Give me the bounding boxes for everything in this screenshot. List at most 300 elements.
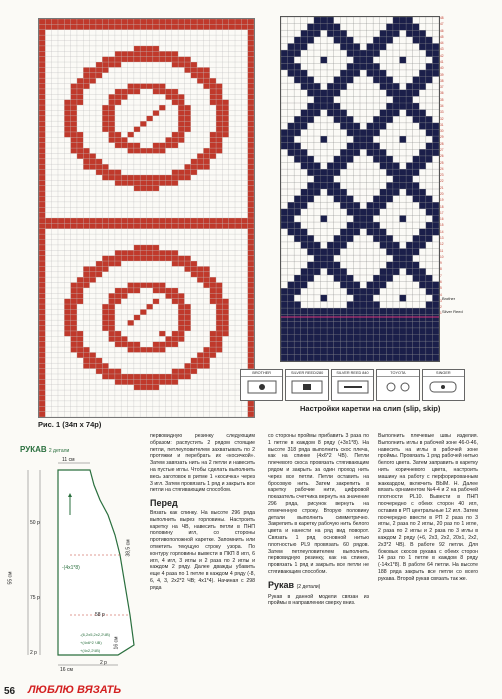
chart-cell [216, 148, 222, 153]
chart-cell [347, 156, 354, 163]
chart-cell [83, 67, 89, 72]
chart-cell [406, 354, 413, 361]
chart-cell [39, 100, 45, 105]
chart-cell [294, 77, 301, 84]
machine-silver-reed-280 [285, 369, 328, 401]
chart-cell [386, 156, 393, 163]
chart-cell [294, 328, 301, 335]
row-number: 23 [440, 173, 444, 178]
chart-cell [406, 328, 413, 335]
chart-cell [340, 282, 347, 289]
chart-cell [419, 189, 426, 196]
chart-cell [216, 116, 222, 121]
chart-cell [294, 209, 301, 216]
chart-cell [347, 70, 354, 77]
chart-cell [109, 170, 115, 175]
chart-cell [39, 78, 45, 83]
chart-cell [334, 189, 341, 196]
chart-cell [413, 321, 420, 328]
chart-cell [159, 24, 165, 29]
chart-cell [203, 266, 209, 271]
chart-cell [288, 295, 295, 302]
chart-cell [128, 19, 134, 24]
row-number: 14 [440, 229, 444, 234]
chart-cell [153, 223, 159, 228]
chart-cell [172, 175, 178, 180]
chart-cell [134, 256, 140, 261]
chart-cell [83, 148, 89, 153]
chart-cell [426, 275, 433, 282]
chart-cell [327, 30, 334, 37]
chart-cell [393, 176, 400, 183]
chart-cell [165, 94, 171, 99]
chart-cell [347, 129, 354, 136]
chart-cell [147, 57, 153, 62]
chart-cell [248, 186, 254, 191]
chart-cell [353, 50, 360, 57]
chart-cell [197, 19, 203, 24]
row-number: 41 [440, 59, 444, 64]
chart-cell [197, 223, 203, 228]
chart-cell [419, 37, 426, 44]
chart-cell [77, 352, 83, 357]
chart-cell [419, 70, 426, 77]
chart-cell [386, 354, 393, 361]
chart-cell [210, 336, 216, 341]
chart-cell [115, 293, 121, 298]
chart-cell [147, 175, 153, 180]
chart-cell [413, 116, 420, 123]
chart-cell [413, 196, 420, 203]
chart-cell [426, 149, 433, 156]
chart-cell [39, 105, 45, 110]
chart-cell [347, 328, 354, 335]
chart-cell [153, 342, 159, 347]
chart-cell [413, 182, 420, 189]
chart-cell [380, 163, 387, 170]
chart-cell [159, 89, 165, 94]
chart-cell [373, 123, 380, 130]
chart-cell [419, 354, 426, 361]
chart-cell [360, 301, 367, 308]
chart-cell [64, 116, 70, 121]
chart-cell [340, 189, 347, 196]
chart-cell [39, 153, 45, 158]
col2-paragraph-1: со стороны проймы прибавить 3 раза по 1 петле в каждом 8 ряду (+3х1*8). На высоте 318 ряда выполнить скос плеча, как на спинке (4х6*2 ЧВ). Петли плечевого скоса провязать стягивающим рядом и закрыть за один проход нить через все петли. Петли оставить на бросовую нить. Затем закрепить в каретку рабочие нити, цифровой показатель счетчика вернуть на значение 296 ряда, рисунок вернуть на отмеченную строку. Вторую половину детали выполнить симметрично. Закрепить в каретку рабочую нить белого цвета и нанести на ряд вид поворот. Связать 1 ряд основной нитью плотностью PL9 провязать 60 рядов. Затем петлеуловителем выполнить первовидную резинку, как на спинке, провязать 1 ряд и закрыть все петли не стягивающим способом. [268, 433, 369, 575]
chart-cell [39, 374, 45, 379]
chart-cell [248, 207, 254, 212]
chart-cell [248, 250, 254, 255]
chart-cell [367, 57, 374, 64]
machine-label: SILVER REED/280 [286, 370, 327, 377]
col1-paragraph-1: первовидную резинку следующим образом: распустить 2 рядом стоящие петли, петлеуловителем захватывать по 2 протяжки и перебрать их «косичкой». Затем завязать нить на 2 петли и навесить на пустые иглы. Чтобы сделать выполнить весь заготовок в ритме 1 «косичка» через 3 игл. Затем провязать 1 ряд и закрыть все петли на стягивающим способом. [150, 433, 255, 494]
chart-cell [184, 374, 190, 379]
chart-cell [380, 308, 387, 315]
row-number: 13 [440, 235, 444, 240]
chart-cell [288, 354, 295, 361]
machine-brother [240, 369, 283, 401]
chart-cell [102, 57, 108, 62]
chart-cell [109, 100, 115, 105]
chart-cell [216, 143, 222, 148]
chart-cell [314, 335, 321, 342]
chart-cell [39, 121, 45, 126]
chart-cell [64, 304, 70, 309]
chart-cell [210, 143, 216, 148]
chart-cell [109, 256, 115, 261]
chart-cell [96, 67, 102, 72]
chart-cell [301, 335, 308, 342]
chart-cell [39, 250, 45, 255]
chart-cell [165, 57, 171, 62]
chart-cell [334, 308, 341, 315]
chart-cell [178, 19, 184, 24]
chart-cell [203, 218, 209, 223]
chart-cell [178, 110, 184, 115]
chart-cell [178, 170, 184, 175]
chart-cell [39, 336, 45, 341]
chart-cell [191, 170, 197, 175]
chart-cell [386, 116, 393, 123]
row-number: 8 [440, 267, 442, 272]
chart-cell [373, 37, 380, 44]
chart-cell [314, 262, 321, 269]
chart-cell [159, 250, 165, 255]
chart-cell [294, 275, 301, 282]
chart-cell [77, 347, 83, 352]
chart-cell [197, 73, 203, 78]
chart-cell [413, 341, 420, 348]
chart-cell [327, 315, 334, 322]
chart-cell [393, 249, 400, 256]
chart-cell [248, 57, 254, 62]
chart-cell [83, 277, 89, 282]
chart-cell [128, 218, 134, 223]
chart-cell [222, 24, 228, 29]
chart-cell [386, 235, 393, 242]
chart-cell [115, 331, 121, 336]
chart-cell [334, 262, 341, 269]
chart-cell [367, 50, 374, 57]
chart-cell [140, 19, 146, 24]
chart-cell [39, 352, 45, 357]
chart-cell [147, 245, 153, 250]
chart-cell [147, 51, 153, 56]
chart-cell [147, 385, 153, 390]
chart-cell [64, 132, 70, 137]
row-number: 15 [440, 223, 444, 228]
chart-cell [39, 159, 45, 164]
chart-cell [172, 374, 178, 379]
chart-cell [413, 83, 420, 90]
chart-cell [419, 268, 426, 275]
chart-cell [71, 127, 77, 132]
chart-cell [140, 24, 146, 29]
chart-cell [327, 308, 334, 315]
chart-cell [134, 89, 140, 94]
chart-cell [216, 304, 222, 309]
chart-cell [307, 110, 314, 117]
chart-cell [360, 354, 367, 361]
chart-cell [216, 137, 222, 142]
chart-cell [128, 320, 134, 325]
chart-cell [367, 315, 374, 322]
chart-cell [294, 341, 301, 348]
chart-cell [367, 229, 374, 236]
chart-cell [360, 341, 367, 348]
chart-cell [102, 256, 108, 261]
chart-cell [432, 308, 439, 315]
chart-cell [334, 235, 341, 242]
chart-cell [380, 110, 387, 117]
chart-cell [281, 222, 288, 229]
chart-cell [102, 326, 108, 331]
chart-cell [301, 149, 308, 156]
chart-cell [426, 123, 433, 130]
chart-cell [314, 163, 321, 170]
chart-cell [165, 89, 171, 94]
chart-cell [347, 308, 354, 315]
chart-cell [153, 245, 159, 250]
chart-cell [340, 116, 347, 123]
chart-cell [159, 143, 165, 148]
chart-cell [184, 121, 190, 126]
chart-cell [184, 363, 190, 368]
chart-cell [134, 385, 140, 390]
chart-cell [210, 89, 216, 94]
chart-cell [360, 215, 367, 222]
chart-cell [222, 331, 228, 336]
chart-cell [373, 70, 380, 77]
chart-cell [203, 67, 209, 72]
chart-cell [419, 202, 426, 209]
chart-cell [115, 299, 121, 304]
chart-cell [197, 277, 203, 282]
chart-cell [184, 369, 190, 374]
chart-cell [121, 19, 127, 24]
col2-paragraph-2: Рукав в данной модели связан из проймы в направлении сверху вниз. [268, 593, 369, 607]
chart-cell [426, 209, 433, 216]
chart-cell [373, 156, 380, 163]
chart-cell [281, 354, 288, 361]
chart-cell [83, 347, 89, 352]
chart-cell [64, 326, 70, 331]
chart-cell [353, 335, 360, 342]
chart-cell [71, 121, 77, 126]
chart-cell [153, 148, 159, 153]
chart-cell [334, 341, 341, 348]
chart-cell [294, 50, 301, 57]
chart-cell [90, 218, 96, 223]
chart-cell [347, 63, 354, 70]
chart-cell [210, 218, 216, 223]
chart-cell [314, 341, 321, 348]
chart-cell [83, 159, 89, 164]
row-number: 37 [440, 85, 444, 90]
chart-cell [210, 342, 216, 347]
chart-cell [71, 110, 77, 115]
chart-cell [184, 67, 190, 72]
chart-cell [307, 249, 314, 256]
chart-cell [115, 336, 121, 341]
chart-cell [147, 374, 153, 379]
chart-cell [321, 17, 328, 24]
chart-cell [90, 272, 96, 277]
chart-cell [140, 186, 146, 191]
chart-cell [178, 256, 184, 261]
chart-cell [39, 331, 45, 336]
chart-cell [83, 266, 89, 271]
chart-cell [426, 308, 433, 315]
chart-cell [210, 100, 216, 105]
chart-cell [301, 354, 308, 361]
chart-cell [172, 336, 178, 341]
chart-cell [327, 328, 334, 335]
chart-cell [178, 261, 184, 266]
chart-cell [178, 223, 184, 228]
chart-cell [373, 301, 380, 308]
chart-cell [172, 293, 178, 298]
chart-cell [321, 176, 328, 183]
chart-cell [393, 83, 400, 90]
chart-cell [294, 70, 301, 77]
chart-cell [288, 50, 295, 57]
chart-cell [39, 299, 45, 304]
chart-cell [307, 189, 314, 196]
chart-cell [426, 328, 433, 335]
chart-cell [178, 62, 184, 67]
chart-cell [178, 374, 184, 379]
chart-cell [191, 159, 197, 164]
machine-label: TOYOTA [377, 370, 418, 377]
chart-cell [178, 57, 184, 62]
chart-cell [210, 19, 216, 24]
chart-cell [39, 24, 45, 29]
chart-cell [327, 90, 334, 97]
chart-cell [321, 295, 328, 302]
chart-cell [172, 19, 178, 24]
chart-cell [288, 143, 295, 150]
chart-cell [281, 50, 288, 57]
chart-cell [340, 275, 347, 282]
chart-cell [367, 209, 374, 216]
dim-increase-a: -(6,2х5,2х2,2ЧВ) [80, 632, 111, 637]
chart-cell [197, 272, 203, 277]
chart-cell [301, 229, 308, 236]
chart-cell [393, 189, 400, 196]
chart-cell [210, 153, 216, 158]
chart-cell [147, 250, 153, 255]
chart-cell [134, 218, 140, 223]
chart-cell [77, 288, 83, 293]
chart-cell [39, 94, 45, 99]
chart-cell [432, 50, 439, 57]
chart-cell [191, 272, 197, 277]
chart-cell [71, 288, 77, 293]
chart-cell [39, 304, 45, 309]
chart-cell [77, 223, 83, 228]
chart-cell [347, 275, 354, 282]
chart-cell [39, 309, 45, 314]
chart-cell [294, 143, 301, 150]
chart-cell [159, 148, 165, 153]
chart-cell [426, 229, 433, 236]
chart-cell [121, 379, 127, 384]
chart-cell [90, 159, 96, 164]
chart-cell [39, 164, 45, 169]
chart-cell [301, 315, 308, 322]
chart-cell [386, 308, 393, 315]
chart-cell [64, 19, 70, 24]
chart-cell [191, 164, 197, 169]
chart-cell [121, 250, 127, 255]
chart-cell [184, 320, 190, 325]
chart-cell [203, 159, 209, 164]
chart-cell [307, 30, 314, 37]
chart-cell [432, 143, 439, 150]
chart-cell [288, 123, 295, 130]
chart-cell [134, 186, 140, 191]
chart-cell [39, 41, 45, 46]
chart-cell [153, 110, 159, 115]
chart-cell [393, 328, 400, 335]
carriage-diagram-icon [243, 377, 281, 399]
chart-cell [222, 299, 228, 304]
chart-cell [203, 148, 209, 153]
chart-cell [115, 256, 121, 261]
chart-cell [115, 51, 121, 56]
chart-cell [347, 348, 354, 355]
text-column-1 [150, 433, 255, 592]
chart-cell [386, 242, 393, 249]
chart-cell [353, 43, 360, 50]
text-column-3 [378, 433, 478, 583]
chart-cell [109, 94, 115, 99]
chart-cell [184, 116, 190, 121]
chart-cell [367, 354, 374, 361]
chart-cell [248, 116, 254, 121]
sleeve-subtitle: 2 детали [48, 448, 70, 454]
chart-cell [294, 282, 301, 289]
chart-cell [115, 180, 121, 185]
chart-cell [419, 196, 426, 203]
row-number: 40 [440, 66, 444, 71]
chart-cell [39, 256, 45, 261]
chart-cell [165, 250, 171, 255]
chart-cell [301, 43, 308, 50]
chart-cell [347, 235, 354, 242]
chart-cell [178, 100, 184, 105]
chart-cell [301, 328, 308, 335]
chart-cell [210, 293, 216, 298]
chart-cell [373, 77, 380, 84]
chart-cell [281, 341, 288, 348]
chart-cell [115, 170, 121, 175]
chart-cell [248, 89, 254, 94]
carriage-diagram-icon [334, 377, 372, 399]
row-number: 38 [440, 78, 444, 83]
chart-cell [406, 96, 413, 103]
chart-cell [210, 137, 216, 142]
chart-cell [102, 363, 108, 368]
chart-cell [314, 321, 321, 328]
chart-cell [52, 223, 58, 228]
chart-cell [347, 37, 354, 44]
chart-cell [393, 308, 400, 315]
chart-cell [191, 73, 197, 78]
chart-cell [58, 19, 64, 24]
chart-cell [134, 84, 140, 89]
